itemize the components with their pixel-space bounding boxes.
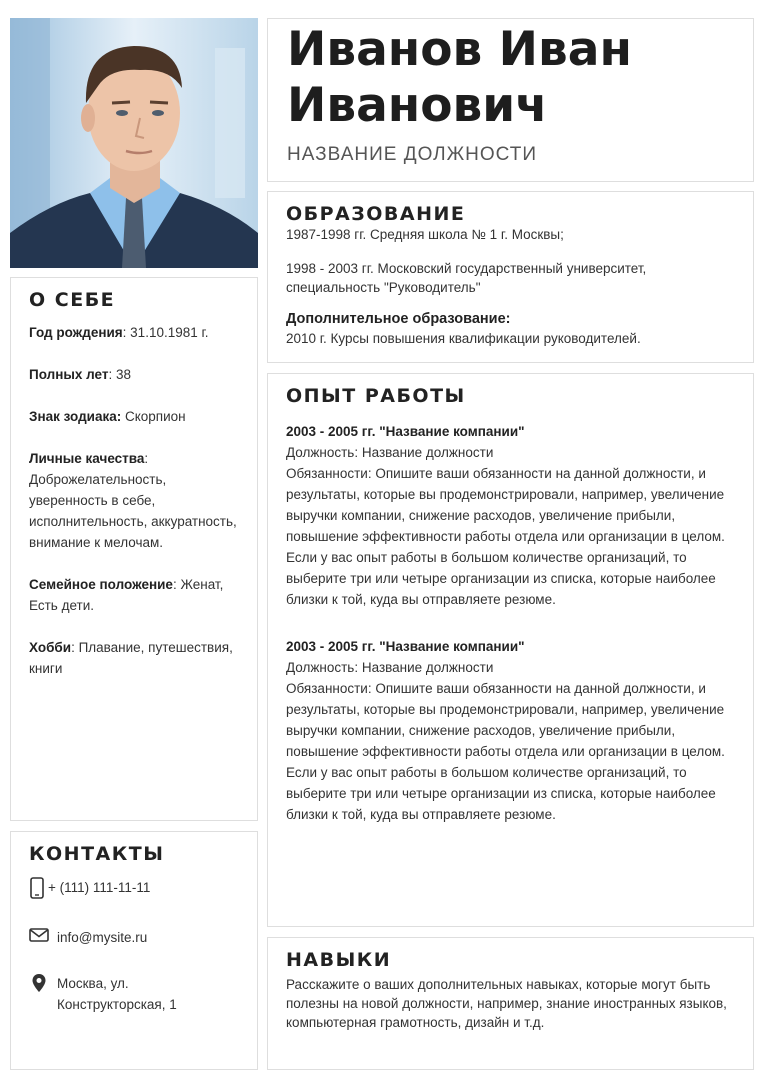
extra-education-label: Дополнительное образование: [286, 311, 511, 327]
age [29, 364, 239, 385]
hobbies [29, 637, 239, 679]
mail-icon [28, 927, 50, 943]
name-line-1: Иванов Иван [287, 22, 632, 77]
birth-label: Год рождения [29, 325, 123, 340]
zodiac [29, 406, 239, 427]
experience-heading: ОПЫТ РАБОТЫ [286, 385, 466, 407]
personal-qualities [29, 448, 239, 553]
family-label: Семейное положение [29, 577, 173, 592]
phone-icon [28, 877, 46, 899]
email-link[interactable]: info@mysite.ru [57, 930, 148, 945]
contact-email [28, 927, 147, 948]
birth-date [29, 322, 239, 343]
age-label: Полных лет [29, 367, 109, 382]
education-university: 1998 - 2003 гг. Московский государственный университет, специальность "Руководитель" [286, 261, 647, 295]
job-position: Должность: Название должности [286, 445, 494, 460]
location-icon [28, 973, 50, 993]
job-entry [286, 636, 735, 825]
education-heading: ОБРАЗОВАНИЕ [286, 203, 466, 225]
contact-phone [28, 877, 150, 899]
extra-education-value: 2010 г. Курсы повышения квалификации руководителей. [286, 331, 641, 346]
address-text: Москва, ул. Конструкторская, 1 [57, 976, 177, 1012]
zodiac-label: Знак зодиака: [29, 409, 122, 424]
phone-link[interactable]: + (111) 111-11-11 [48, 880, 151, 895]
family-value: : Женат, Есть дети. [29, 577, 224, 613]
about-section [10, 277, 258, 821]
family-status [29, 574, 239, 616]
full-name [287, 22, 632, 134]
job-position: Должность: Название должности [286, 660, 494, 675]
profile-photo [10, 18, 258, 268]
contacts-section [10, 831, 258, 1070]
contact-address [28, 973, 238, 1015]
education-school: 1987-1998 гг. Средняя школа № 1 г. Москвы; [286, 227, 564, 242]
education-section [267, 191, 754, 363]
job-title: НАЗВАНИЕ ДОЛЖНОСТИ [287, 144, 537, 165]
zodiac-value: Скорпион [121, 409, 186, 424]
name-line-2: Иванович [287, 78, 548, 133]
job-entry [286, 421, 735, 610]
skills-text: Расскажите о ваших дополнительных навыках, которые могут быть полезны на новой должности, например, знание иностранных языков, компьютерная грамотность, дизайн и т.д. [286, 977, 727, 1030]
about-heading: О СЕБЕ [29, 289, 116, 311]
qualities-value: : Доброжелательность, уверенность в себе, исполнительность, аккуратность, внимание к мелочам. [29, 451, 237, 550]
skills-section [267, 937, 754, 1070]
job-duties: Обязанности: Опишите ваши обязанности на данной должности, и результаты, которые вы продемонстрировали, например, увеличение выручки компании, снижение расходов, увеличение прибыли, повышение эффективности работы отдела или организации в целом. Если у вас опыт работы в большом количестве организаций, то выберите три или четыре организации из списка, которые наиболее близки к той, куда вы отправляете резюме. [286, 466, 725, 607]
qualities-label: Личные качества [29, 451, 145, 466]
portrait-image [10, 18, 258, 268]
hobby-value: : Плавание, путешествия, книги [29, 640, 233, 676]
skills-heading: НАВЫКИ [286, 949, 392, 971]
age-value: : 38 [108, 367, 132, 382]
experience-section [267, 373, 754, 927]
birth-value: : 31.10.1981 г. [122, 325, 209, 340]
job-period: 2003 - 2005 гг. "Название компании" [286, 639, 525, 654]
job-duties: Обязанности: Опишите ваши обязанности на данной должности, и результаты, которые вы продемонстрировали, например, увеличение выручки компании, снижение расходов, увеличение прибыли, повышение эффективности работы отдела или организации в целом. Если у вас опыт работы в большом количестве организаций, то выберите три или четыре организации из списка, которые наиболее близки к той, куда вы отправляете резюме. [286, 681, 725, 822]
contacts-heading: КОНТАКТЫ [29, 843, 165, 865]
hobby-label: Хобби [29, 640, 72, 655]
job-period: 2003 - 2005 гг. "Название компании" [286, 424, 525, 439]
